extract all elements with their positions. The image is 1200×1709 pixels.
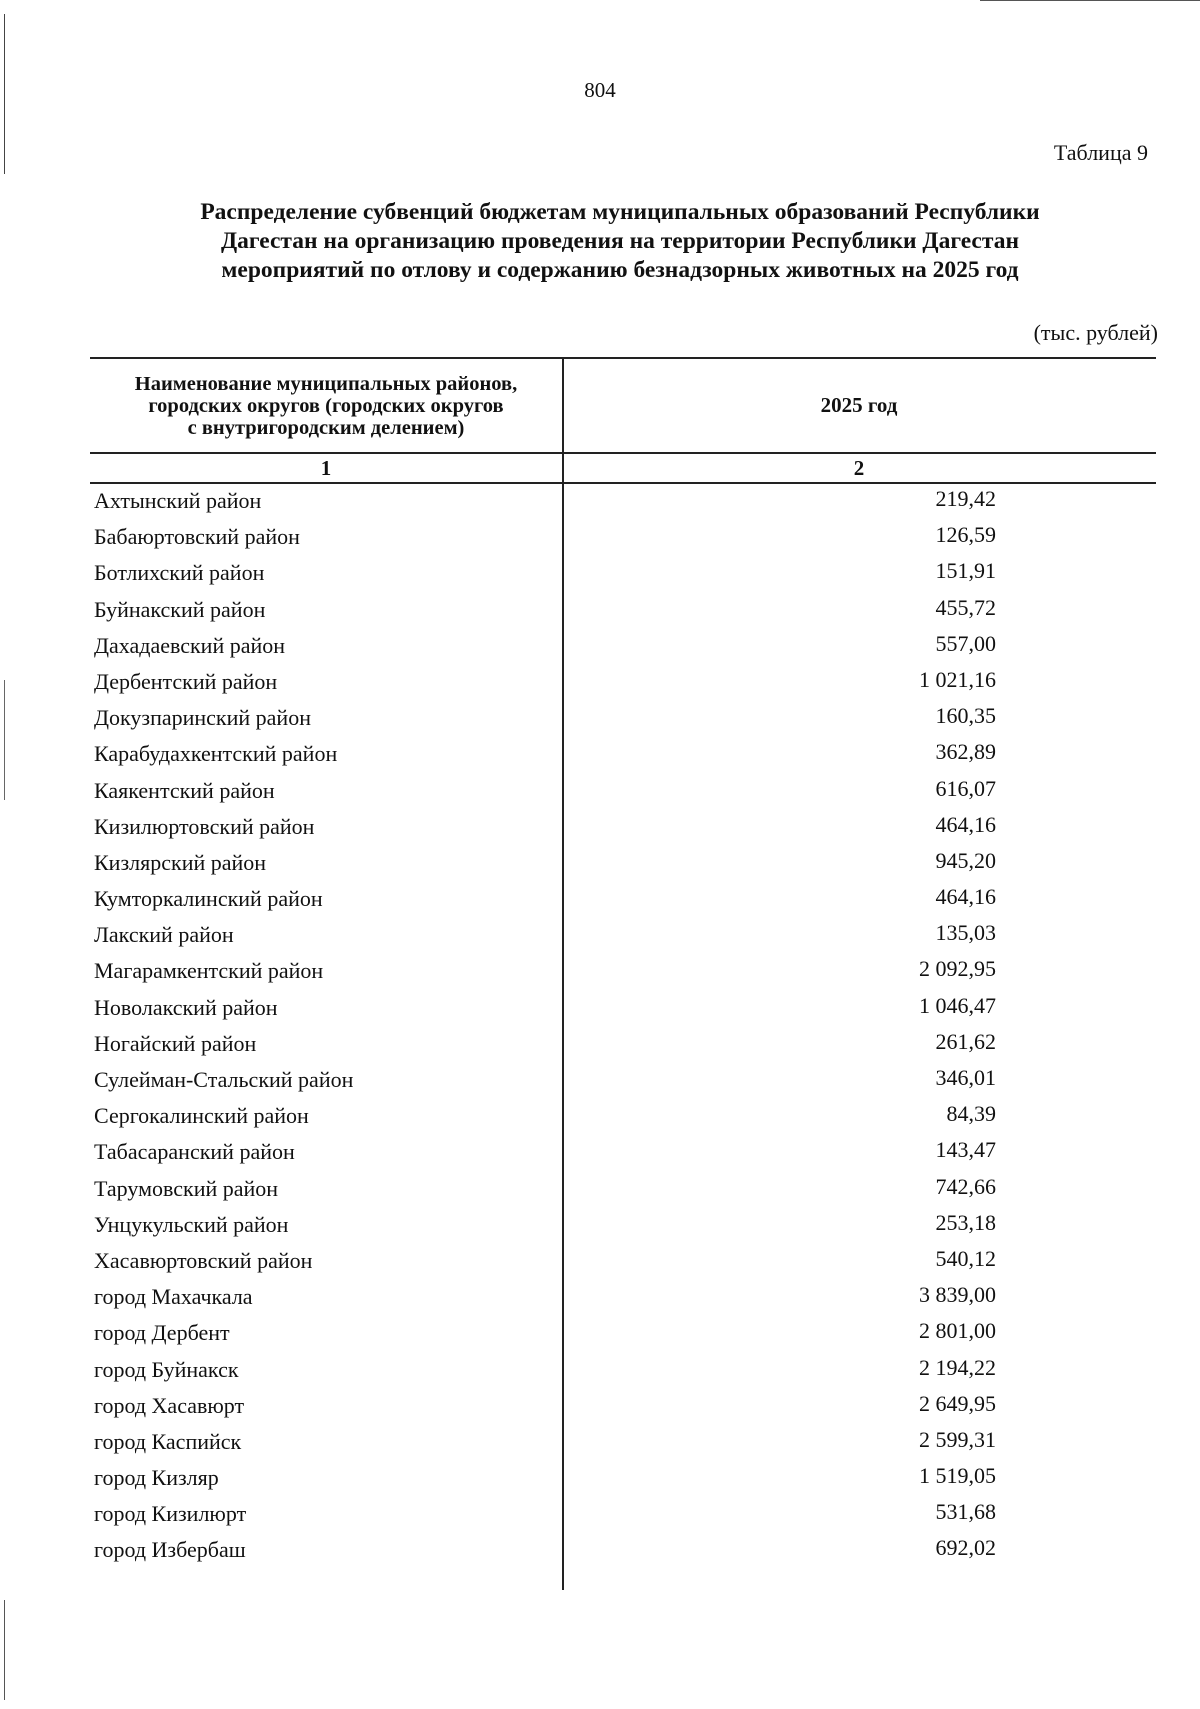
scan-edge-mark: [4, 14, 5, 174]
allocation-table: [90, 357, 1156, 1570]
document-title: [130, 198, 1110, 285]
document-title-line: Распределение субвенций бюджетам муниципальных образований Республики: [200, 199, 1040, 225]
table-row: [90, 1316, 1156, 1352]
municipality-name: Бабаюртовский район: [94, 524, 300, 550]
subvention-amount: 945,20: [935, 847, 996, 873]
subvention-amount: 557,00: [935, 630, 996, 656]
municipality-name: Новолакский район: [94, 994, 278, 1020]
subvention-amount: 346,01: [935, 1065, 996, 1090]
column-number: 1: [320, 456, 332, 480]
table-row: [90, 1172, 1156, 1208]
municipality-name: Буйнакский район: [94, 596, 266, 622]
municipality-name: Сулейман-Стальский район: [94, 1067, 354, 1092]
municipality-name: город Хасавюрт: [94, 1392, 245, 1418]
subvention-amount: 151,91: [935, 558, 996, 584]
municipality-name: Ногайский район: [94, 1030, 257, 1056]
page-number: 804: [584, 78, 616, 102]
municipality-name: Хасавюртовский район: [94, 1247, 313, 1273]
municipality-name: город Буйнакск: [94, 1356, 239, 1382]
table-row: [90, 991, 1156, 1027]
table-row: [90, 1389, 1156, 1425]
subvention-amount: 2 092,95: [919, 956, 996, 982]
table-row: [90, 556, 1156, 592]
column-header-municipality: [90, 359, 562, 452]
municipality-name: Кизлярский район: [94, 849, 267, 875]
scan-edge-mark: [4, 680, 5, 800]
subvention-amount: 84,39: [946, 1101, 996, 1127]
municipality-name: город Кизилюрт: [94, 1501, 247, 1527]
table-row: [90, 1208, 1156, 1244]
column-number-row: [90, 454, 1156, 484]
municipality-name: Дахадаевский район: [94, 632, 286, 658]
subvention-amount: 464,16: [935, 811, 996, 837]
subvention-amount: 219,42: [935, 486, 996, 511]
table-row: [90, 484, 1156, 520]
municipality-name: Кизилюртовский район: [94, 813, 315, 839]
column-header-line: городских округов (городских округов: [148, 394, 504, 417]
subvention-amount: 2 649,95: [919, 1390, 996, 1416]
subvention-amount: 455,72: [935, 594, 996, 620]
subvention-amount: 464,16: [935, 884, 996, 910]
subvention-amount: 1 021,16: [919, 666, 996, 692]
municipality-name: город Каспийск: [94, 1428, 242, 1454]
table-row: [90, 1063, 1156, 1099]
subvention-amount: 253,18: [935, 1209, 996, 1235]
municipality-name: Каякентский район: [94, 777, 275, 803]
municipality-name: город Кизляр: [94, 1465, 219, 1491]
subvention-amount: 3 839,00: [919, 1282, 996, 1308]
subvention-amount: 143,47: [935, 1137, 996, 1163]
table-row: [90, 846, 1156, 882]
subvention-amount: 261,62: [935, 1028, 996, 1054]
table-row: [90, 1027, 1156, 1063]
table-row: [90, 1135, 1156, 1171]
table-row: [90, 593, 1156, 629]
units-label: (тыс. рублей): [1033, 320, 1158, 345]
municipality-name: Дербентский район: [94, 668, 278, 694]
table-row: [90, 520, 1156, 556]
municipality-name: Кумторкалинский район: [94, 886, 323, 912]
table-row: [90, 954, 1156, 990]
subvention-amount: 126,59: [935, 522, 996, 548]
subvention-amount: 135,03: [935, 920, 996, 946]
subvention-amount: 531,68: [935, 1499, 996, 1525]
column-header-line: с внутригородским делением): [187, 416, 465, 439]
municipality-name: город Избербаш: [94, 1537, 246, 1563]
municipality-name: Тарумовский район: [94, 1175, 279, 1201]
municipality-name: город Махачкала: [94, 1284, 253, 1310]
table-row: [90, 1099, 1156, 1135]
table-body: [90, 484, 1156, 1570]
table-row: [90, 1280, 1156, 1316]
document-title-line: Дагестан на организацию проведения на территории Республики Дагестан: [221, 228, 1019, 254]
subvention-amount: 160,35: [935, 703, 996, 729]
scan-edge-mark: [980, 0, 1200, 1]
table-row: [90, 701, 1156, 737]
municipality-name: Магарамкентский район: [94, 958, 324, 984]
document-title-line: мероприятий по отлову и содержанию безнадзорных животных на 2025 год: [221, 257, 1019, 283]
table-row: [90, 665, 1156, 701]
table-label: Таблица 9: [1053, 140, 1148, 165]
table-row: [90, 1533, 1156, 1569]
table-row: [90, 774, 1156, 810]
municipality-name: Ботлихский район: [94, 560, 265, 586]
subvention-amount: 692,02: [935, 1535, 996, 1561]
subvention-amount: 2 801,00: [919, 1318, 996, 1344]
subvention-amount: 1 046,47: [919, 992, 996, 1018]
municipality-name: Табасаранский район: [94, 1139, 295, 1165]
table-row: [90, 810, 1156, 846]
subvention-amount: 2 599,31: [919, 1426, 996, 1452]
table-row: [90, 629, 1156, 665]
table-row: [90, 737, 1156, 773]
municipality-name: Сергокалинский район: [94, 1103, 309, 1129]
table-row: [90, 1353, 1156, 1389]
table-header: [90, 357, 1156, 454]
column-number: 2: [853, 456, 865, 480]
table-row: [90, 1244, 1156, 1280]
municipality-name: Унцукульский район: [94, 1211, 289, 1237]
municipality-name: Докузпаринский район: [94, 705, 311, 731]
table-row: [90, 1497, 1156, 1533]
subvention-amount: 2 194,22: [919, 1354, 996, 1380]
table-row: [90, 882, 1156, 918]
subvention-amount: 1 519,05: [919, 1463, 996, 1489]
table-row: [90, 918, 1156, 954]
municipality-name: Карабудахкентский район: [94, 741, 338, 767]
table-row: [90, 1461, 1156, 1497]
scan-edge-mark: [4, 1600, 5, 1700]
municipality-name: город Дербент: [94, 1320, 230, 1346]
table-row: [90, 1425, 1156, 1461]
subvention-amount: 616,07: [935, 775, 996, 801]
municipality-name: Ахтынский район: [94, 488, 262, 513]
subvention-amount: 540,12: [935, 1245, 996, 1271]
column-header-year: 2025 год: [820, 393, 898, 417]
subvention-amount: 362,89: [935, 739, 996, 765]
column-divider: [562, 357, 564, 1590]
subvention-amount: 742,66: [935, 1173, 996, 1199]
column-header-line: Наименование муниципальных районов,: [134, 372, 518, 395]
municipality-name: Лакский район: [94, 922, 234, 948]
